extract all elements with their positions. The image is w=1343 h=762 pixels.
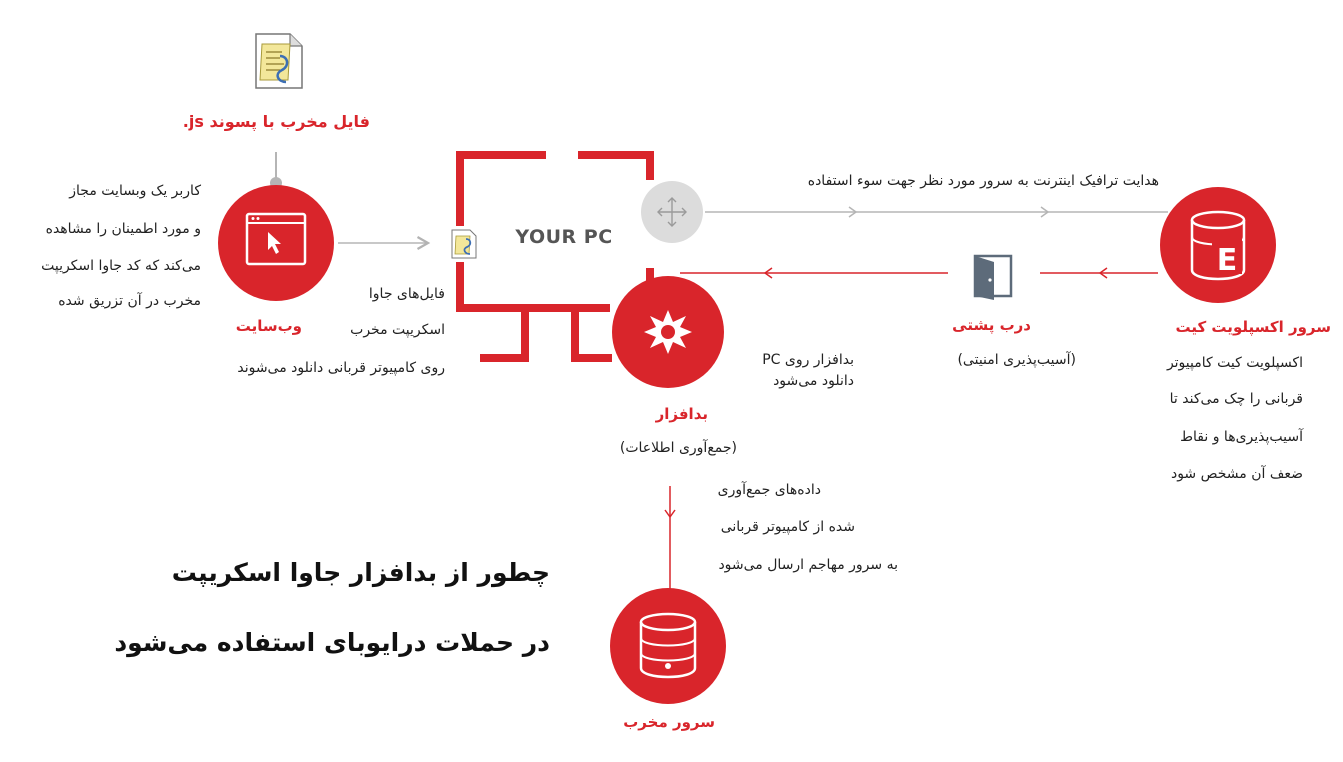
data-note-line-1: داده‌های جمع‌آوری [717, 482, 821, 498]
website-node [218, 185, 334, 301]
website-desc-line-1: کاربر یک وبسایت مجاز [69, 183, 201, 199]
malware-node [612, 276, 724, 388]
door-icon [975, 256, 1011, 300]
download-note-line-3: روی کامپیوتر قربانی دانلود می‌شوند [237, 360, 445, 376]
exploit-desc-line-1: اکسپلویت کیت کامپیوتر [1166, 355, 1303, 371]
pc-label: YOUR PC [515, 226, 613, 248]
website-label: وب‌سایت [235, 317, 302, 335]
data-note-line-3: به سرور مهاجم ارسال می‌شود [718, 557, 898, 573]
website-desc-line-3: می‌کند که کد جاوا اسکریپت [41, 258, 201, 274]
backdoor-label: درب پشتی [952, 316, 1031, 334]
attacker-server-label: سرور مخرب [623, 713, 715, 731]
script-file-icon [256, 34, 302, 88]
data-note-line-2: شده از کامپیوتر قربانی [720, 519, 855, 535]
exploit-kit-node [1160, 187, 1276, 303]
malware-note-line-1: بدافزار روی PC [762, 352, 854, 368]
exploit-kit-label: سرور اکسپلویت کیت [1175, 318, 1331, 336]
malicious-file-label: فایل مخرب با پسوند js. [182, 112, 370, 131]
redirect-note: هدایت ترافیک اینترنت به سرور مورد نظر جهت سوء استفاده [807, 173, 1159, 189]
backdoor-sublabel: (آسیب‌پذیری امنیتی) [957, 352, 1076, 368]
exploit-desc-line-3: آسیب‌پذیری‌ها و نقاط [1180, 429, 1303, 445]
malware-sublabel: (جمع‌آوری اطلاعات) [619, 440, 737, 456]
website-desc-line-2: و مورد اطمینان را مشاهده [45, 221, 201, 237]
website-desc-line-4: مخرب در آن تزریق شده [58, 293, 201, 309]
attacker-server-node [610, 588, 726, 704]
malware-label: بدافزار [655, 405, 708, 423]
exploit-desc-line-4: ضعف آن مشخص شود [1170, 466, 1303, 482]
download-note-line-1: فایل‌های جاوا [368, 286, 445, 302]
page-title-line-1: چطور از بدافزار جاوا اسکریپت [171, 558, 550, 587]
exploit-kit-letter: E [1216, 243, 1238, 278]
redirect-node [641, 181, 703, 243]
small-script-file-icon [452, 230, 476, 258]
malware-note-line-2: دانلود می‌شود [773, 373, 854, 389]
page-title-line-2: در حملات درایوبای استفاده می‌شود [114, 628, 550, 657]
exploit-desc-line-2: قربانی را چک می‌کند تا [1169, 391, 1303, 407]
download-note-line-2: اسکریپت مخرب [350, 322, 445, 338]
